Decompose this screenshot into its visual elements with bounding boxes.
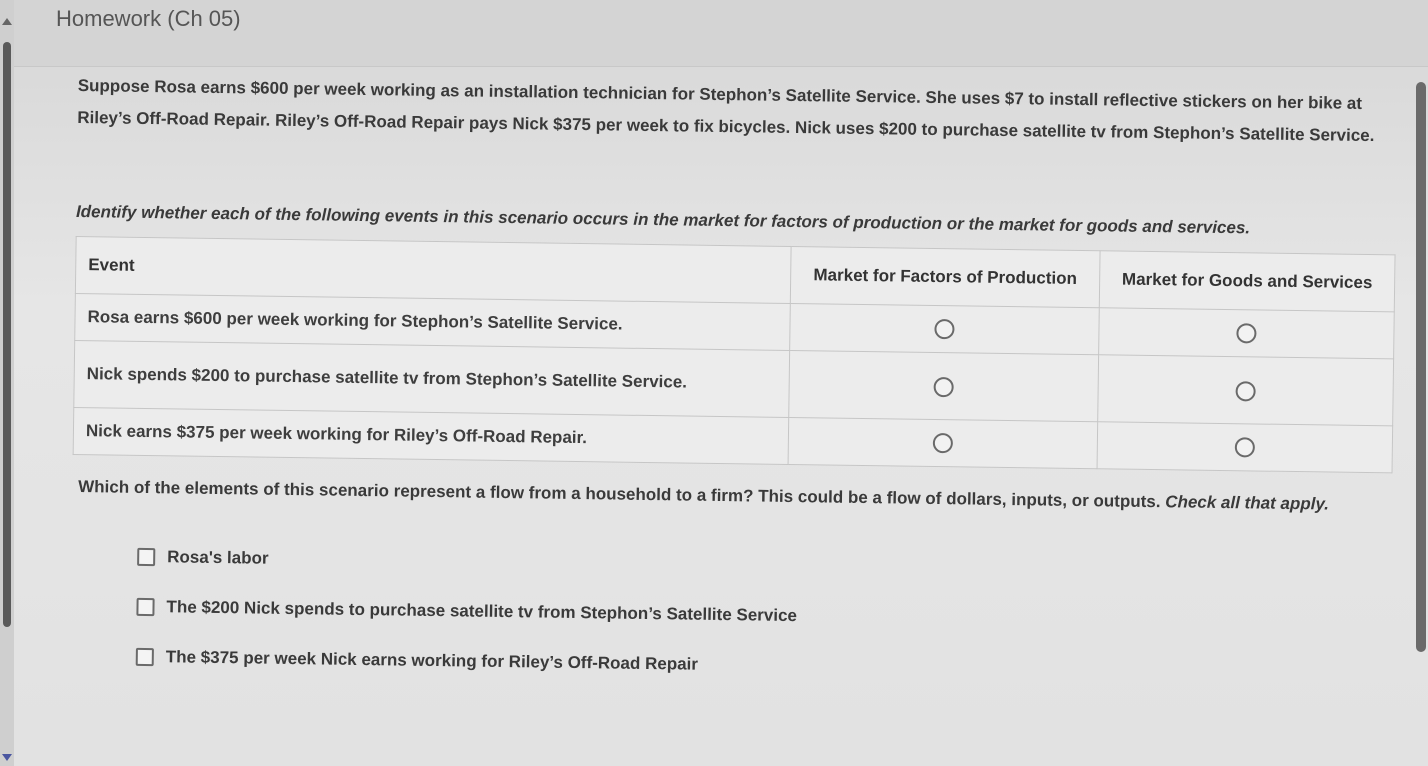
- left-scrollbar[interactable]: [0, 0, 14, 766]
- radio-cell-goods: [1097, 422, 1393, 473]
- left-scrollbar-thumb[interactable]: [3, 42, 11, 627]
- radio-goods-row-1[interactable]: [1236, 323, 1256, 343]
- event-cell: Nick spends $200 to purchase satellite tv from Stephon’s Satellite Service.: [74, 340, 790, 417]
- question-body: Which of the elements of this scenario represent a flow from a household to a firm? This could be a flow of dollars, inputs, or outputs.: [78, 477, 1161, 512]
- radio-goods-row-2[interactable]: [1236, 381, 1256, 401]
- instruction-text: Identify whether each of the following events in this scenario occurs in the market for factors of production or the market for goods and services.: [75, 201, 1251, 238]
- radio-goods-row-3[interactable]: [1235, 437, 1255, 457]
- goods-column-header: Market for Goods and Services: [1099, 251, 1395, 312]
- radio-factors-row-1[interactable]: [934, 319, 954, 339]
- checkbox-nick-spends-200[interactable]: [136, 598, 154, 616]
- radio-factors-row-2[interactable]: [934, 376, 954, 396]
- radio-cell-goods: [1098, 355, 1394, 426]
- checkbox-rosa-labor[interactable]: [137, 548, 155, 566]
- question-hint: Check all that apply.: [1165, 492, 1330, 514]
- scroll-up-arrow-icon[interactable]: [2, 18, 12, 25]
- page-title: Homework (Ch 05): [56, 6, 241, 31]
- scenario-text: Suppose Rosa earns $600 per week working as an installation technician for Stephon’s Satellite Service. She uses $7 to install reflective stickers on her bike at Riley’s Off-Road Repair. Riley’s Off-Road Repair pays Nick $375 per week to fix bicycles. Nick uses $200 to purchase satellite tv from Stephon’s Satellite Service.: [77, 75, 1375, 146]
- checkbox-label: The $200 Nick spends to purchase satellite tv from Stephon’s Satellite Service: [166, 597, 798, 626]
- question-content: [69, 70, 1397, 699]
- right-scrollbar-thumb[interactable]: [1416, 82, 1426, 652]
- radio-cell-factors: [789, 350, 1099, 421]
- factors-column-header: Market for Factors of Production: [790, 246, 1100, 307]
- radio-cell-factors: [788, 417, 1098, 468]
- header-bar: [14, 0, 1428, 67]
- event-column-header: Event: [75, 236, 791, 303]
- checkbox-label: Rosa's labor: [167, 547, 269, 568]
- question-text: [78, 473, 1368, 519]
- event-cell: Rosa earns $600 per week working for Stephon’s Satellite Service.: [75, 293, 791, 350]
- event-cell: Nick earns $375 per week working for Riley’s Off-Road Repair.: [73, 407, 789, 464]
- checkbox-list: [135, 532, 1391, 699]
- events-table: [73, 236, 1396, 473]
- radio-cell-factors: [790, 303, 1100, 354]
- scroll-down-arrow-icon[interactable]: [2, 754, 12, 761]
- checkbox-nick-earns-375[interactable]: [136, 648, 154, 666]
- radio-cell-goods: [1099, 308, 1395, 359]
- radio-factors-row-3[interactable]: [933, 433, 953, 453]
- checkbox-label: The $375 per week Nick earns working for Riley’s Off-Road Repair: [165, 647, 699, 674]
